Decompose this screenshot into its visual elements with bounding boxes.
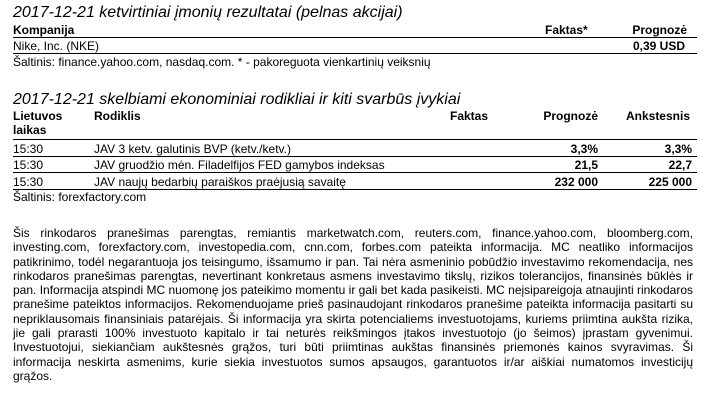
economic-row-time: 15:30 bbox=[13, 158, 44, 172]
earnings-header-company: Kompanija bbox=[13, 23, 75, 37]
economic-row-time: 15:30 bbox=[13, 175, 44, 189]
economic-title: 2017-12-21 skelbiami ekonominiai rodikliai ir kiti svarbūs įvykiai bbox=[13, 91, 461, 108]
economic-header-actual: Faktas bbox=[450, 109, 489, 123]
disclaimer bbox=[13, 226, 693, 383]
table-divider bbox=[13, 53, 697, 54]
earnings-row-company: Nike, Inc. (NKE) bbox=[13, 39, 100, 53]
economic-row-forecast: 3,3% bbox=[570, 142, 598, 156]
economic-row-indicator: JAV gruodžio mėn. Filadelfijos FED gamybos indeksas bbox=[94, 158, 385, 172]
economic-row-indicator: JAV 3 ketv. galutinis BVP (ketv./ketv.) bbox=[94, 142, 291, 156]
table-divider bbox=[13, 37, 697, 38]
economic-row-forecast: 21,5 bbox=[574, 158, 598, 172]
economic-row-previous: 225 000 bbox=[648, 175, 692, 189]
earnings-source: Šaltinis: finance.yahoo.com, nasdaq.com. * - pakoreguota vienkartinių veiksnių bbox=[13, 55, 431, 69]
disclaimer-text: Šis rinkodaros pranešimas parengtas, remiantis marketwatch.com, reuters.com, finance.yahoo.com, bloomberg.com, investing.com, forexfactory.com, investopedia.com, cnn.com, forbes.com pateikta informacija. MC neatliko informacijos patikrinimo, todėl negarantuoja jos teisingumo, išsamumo ir pan. Tai nėra asmeninio pobūdžio investavimo rekomendacija, nes rinkodaros pranešimas parengtas, nevertinant konkretaus asmens investavimo tikslų, rizikos tolerancijos, finansinės būklės ir pan. Informacija atspindi MC nuomonę jos pateikimo momentu ir gali bet kada pasikeisti. MC neįsipareigoja atnaujinti rinkodaros pranešime pateiktos informacijos. Rekomenduojame prieš pasinaudojant rinkodaros pranešime pateikta informacija pasitarti su nepriklausomais finansiniais patarėjais. Ši informacija yra skirta potencialiems investuotojams, kuriems priimtina aukšta rizika, jie gali prarasti 100% investuoto kapitalo ir tai neturės reikšmingos įtakos investuotojo (jo šeimos) įprastam gyvenimui. Investuotojui, siekiančiam aukštesnės grąžos, turi būti priimtinas aukštas finansinės priemonės kainos svyravimas. Ši informacija neskirta asmenims, kurie siekia investuotos sumos apsaugos, garantuotos ir/ar aiškiai numatomos investicijų grąžos. bbox=[13, 226, 693, 383]
economic-row-indicator: JAV naujų bedarbių paraiškos praėjusią savaitę bbox=[94, 175, 346, 189]
economic-source: Šaltinis: forexfactory.com bbox=[13, 190, 147, 204]
economic-row-forecast: 232 000 bbox=[554, 175, 598, 189]
economic-row-previous: 3,3% bbox=[664, 142, 692, 156]
economic-row-previous: 22,7 bbox=[668, 158, 692, 172]
economic-header-time-line2: laikas bbox=[13, 123, 47, 137]
table-divider bbox=[13, 172, 697, 173]
table-divider bbox=[13, 156, 697, 157]
earnings-title: 2017-12-21 ketvirtiniai įmonių rezultatai (pelnas akcijai) bbox=[13, 4, 403, 21]
economic-header-indicator: Rodiklis bbox=[94, 109, 141, 123]
earnings-row-forecast: 0,39 USD bbox=[632, 39, 685, 53]
economic-row-time: 15:30 bbox=[13, 142, 44, 156]
table-divider bbox=[13, 139, 697, 140]
economic-header-forecast: Prognozė bbox=[543, 109, 598, 123]
earnings-header-forecast: Prognozė bbox=[632, 23, 687, 37]
economic-header-time-line1: Lietuvos bbox=[13, 109, 63, 123]
earnings-header-actual: Faktas* bbox=[545, 23, 588, 37]
economic-header-previous: Ankstesnis bbox=[625, 109, 690, 123]
